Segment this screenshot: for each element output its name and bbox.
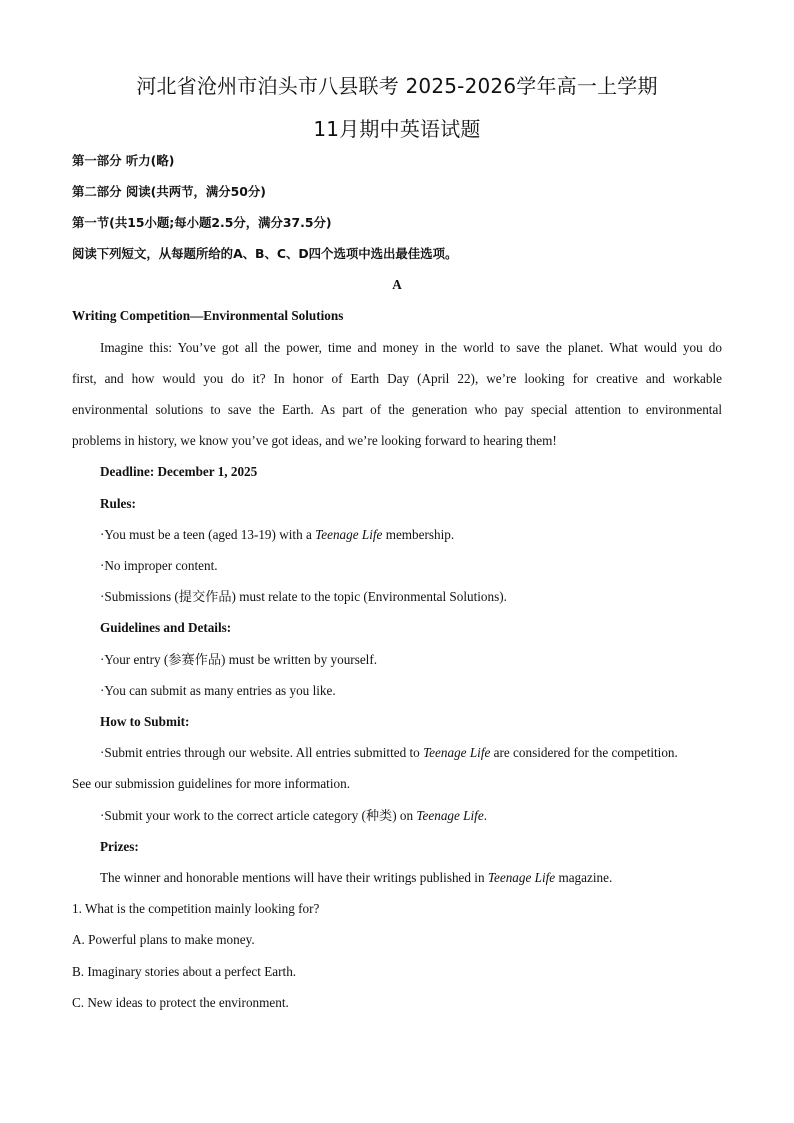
passage-letter: A (392, 277, 402, 292)
question-1-option-c: C. New ideas to protect the environment. (72, 995, 289, 1010)
how-to-submit-1: ·Submit entries through our website. All entries submitted to Teenage Life are considered for the competition. (100, 745, 678, 760)
intro-line-2: first, and how would you do it? In honor of Earth Day (April 22), we’re looking for creative and workable (72, 371, 722, 386)
reading-instruction: 阅读下列短文，从每题所给的A、B、C、D四个选项中选出最佳选项。 (72, 246, 458, 261)
rule-2: ·No improper content. (100, 558, 218, 573)
how-to-submit-1-cont: See our submission guidelines for more information. (72, 776, 350, 791)
deadline: Deadline: December 1, 2025 (100, 464, 258, 479)
guidelines-heading: Guidelines and Details: (100, 620, 232, 635)
section1-heading: 第一节(共15小题;每小题2.5分，满分37.5分) (72, 215, 332, 230)
question-1-option-a: A. Powerful plans to make money. (72, 932, 255, 947)
intro-line-4: problems in history, we know you’ve got ideas, and we’re looking forward to hearing them! (72, 433, 557, 448)
prizes-text: The winner and honorable mentions will have their writings published in Teenage Life magazine. (100, 870, 613, 885)
how-to-submit-2: ·Submit your work to the correct article category (种类) on Teenage Life. (100, 808, 487, 823)
how-to-submit-heading: How to Submit: (100, 714, 190, 729)
exam-title-line2: 11月期中英语试题 (313, 117, 481, 141)
part2-heading: 第二部分 阅读(共两节，满分50分) (72, 184, 266, 199)
guideline-2: ·You can submit as many entries as you like. (100, 683, 336, 698)
intro-line-1: Imagine this: You’ve got all the power, time and money in the world to save the planet. What would you do (100, 340, 722, 355)
passage-heading: Writing Competition—Environmental Solutions (72, 308, 344, 323)
question-1-stem: 1. What is the competition mainly looking for? (72, 901, 320, 916)
exam-title-line1: 河北省沧州市泊头市八县联考 2025-2026学年高一上学期 (136, 74, 658, 98)
rules-heading: Rules: (100, 496, 136, 511)
prizes-heading: Prizes: (100, 839, 139, 854)
part1-heading: 第一部分 听力(略) (72, 153, 175, 168)
guideline-1: ·Your entry (参赛作品) must be written by yourself. (100, 652, 378, 667)
rule-1: ·You must be a teen (aged 13-19) with a Teenage Life membership. (100, 527, 455, 542)
question-1-option-b: B. Imaginary stories about a perfect Earth. (72, 964, 297, 979)
rule-3: ·Submissions (提交作品) must relate to the topic (Environmental Solutions). (100, 589, 507, 604)
intro-line-3: environmental solutions to save the Earth. As part of the generation who pay special attention to environmental (72, 402, 722, 417)
